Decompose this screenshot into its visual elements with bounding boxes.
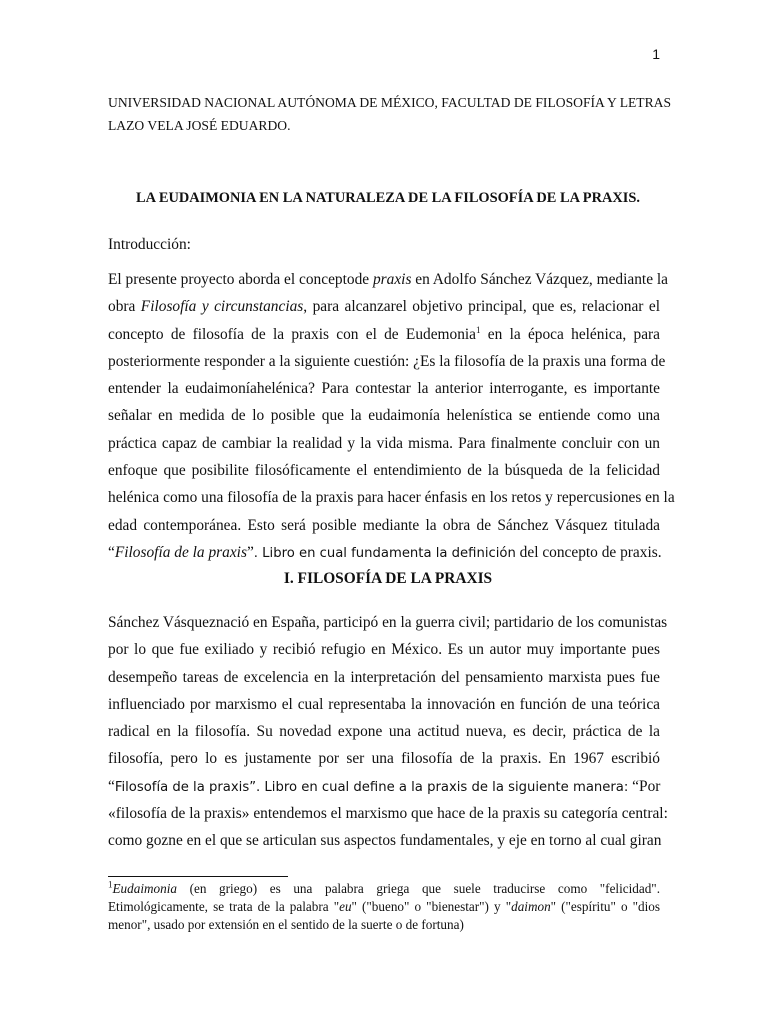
paragraph-line: por lo que fue exiliado y recibió refugio en México. Es un autor muy importante pues [108,641,660,659]
header-institution: UNIVERSIDAD NACIONAL AUTÓNOMA DE MÉXICO, FACULTAD DE FILOSOFÍA Y LETRAS [108,95,672,110]
paragraph-line: práctica capaz de cambiar la realidad y la vida misma. Para finalmente concluir con un [108,434,660,452]
paragraph-line: concepto de filosofía de la praxis con el de Eudemonia$^1$ en la época helénica, para [108,324,660,343]
section-paragraph [108,609,668,855]
paragraph-line: entender la eudaimoníahelénica? Para contestar la anterior interrogante, es importante [108,380,660,398]
header-author: LAZO VELA JOSÉ EDUARDO. [108,118,291,133]
section-heading: I. FILOSOFÍA DE LA PRAXIS [283,570,493,587]
paragraph-line: helénica como una filosofía de la praxis para hacer énfasis en los retos y repercusiones en la [108,489,675,507]
paragraph-line: enfoque que posibilite filosóficamente el entendimiento de la búsqueda de la felicidad [108,462,660,480]
footnote-separator [108,876,288,877]
paragraph-line: como gozne en el que se articulan sus aspectos fundamentales, y eje en torno al cual giran [108,832,662,850]
footnote-line: menor", usado por extensión en el sentido de la suerte o de fortuna) [108,917,464,933]
footnote-line: Etimológicamente, se trata de la palabra "eu" ("bueno" o "bienestar") y "daimon" ("espíritu" o "dios [108,899,661,915]
paragraph-line: “Filosofía de la praxis”. Libro en cual define a la praxis de la siguiente manera: “Por [108,777,661,795]
document-title: LA EUDAIMONIA EN LA NATURALEZA DE LA FILOSOFÍA DE LA PRAXIS. [136,190,640,206]
intro-heading: Introducción: [108,236,191,253]
footnote [108,880,660,935]
paragraph-line: posteriormente responder a la siguiente cuestión: ¿Es la filosofía de la praxis una forma de [108,352,666,370]
paragraph-line: edad contemporánea. Esto será posible mediante la obra de Sánchez Vásquez titulada [108,516,660,534]
paragraph-line: señalar en medida de lo posible que la eudaimonía helenística se entiende como una [108,407,660,425]
paragraph-line: radical en la filosofía. Su novedad expone una actitud nueva, es decir, práctica de la [108,723,660,741]
intro-paragraph [108,266,675,566]
footnote-line: $^1$Eudaimonia (en griego) es una palabra griega que suele traducirse como "felicidad". [108,879,660,896]
paragraph-line: «filosofía de la praxis» entendemos el marxismo que hace de la praxis su categoría central: [108,805,668,823]
paragraph-line: filosofía, pero lo es justamente por ser una filosofía de la praxis. En 1967 escribió [108,750,660,768]
footnote-marker: 1 [108,879,113,890]
paragraph-line: obra Filosofía y circunstancias, para alcanzarel objetivo principal, que es, relacionar el [108,298,660,316]
footnote-reference: 1 [476,324,481,335]
paragraph-line: El presente proyecto aborda el conceptode praxis en Adolfo Sánchez Vázquez, mediante la [108,271,668,288]
page-number: 1 [652,46,660,62]
paragraph-line: “Filosofía de la praxis”. Libro en cual fundamenta la definición del concepto de praxis. [108,543,662,561]
paragraph-line: desempeño tareas de excelencia en la interpretación del pensamiento marxista pues fue [108,668,660,686]
paragraph-line: Sánchez Vásqueznació en España, participó en la guerra civil; partidario de los comunistas [108,614,668,631]
paragraph-line: influenciado por marxismo el cual representaba la innovación en función de una teórica [108,695,660,713]
